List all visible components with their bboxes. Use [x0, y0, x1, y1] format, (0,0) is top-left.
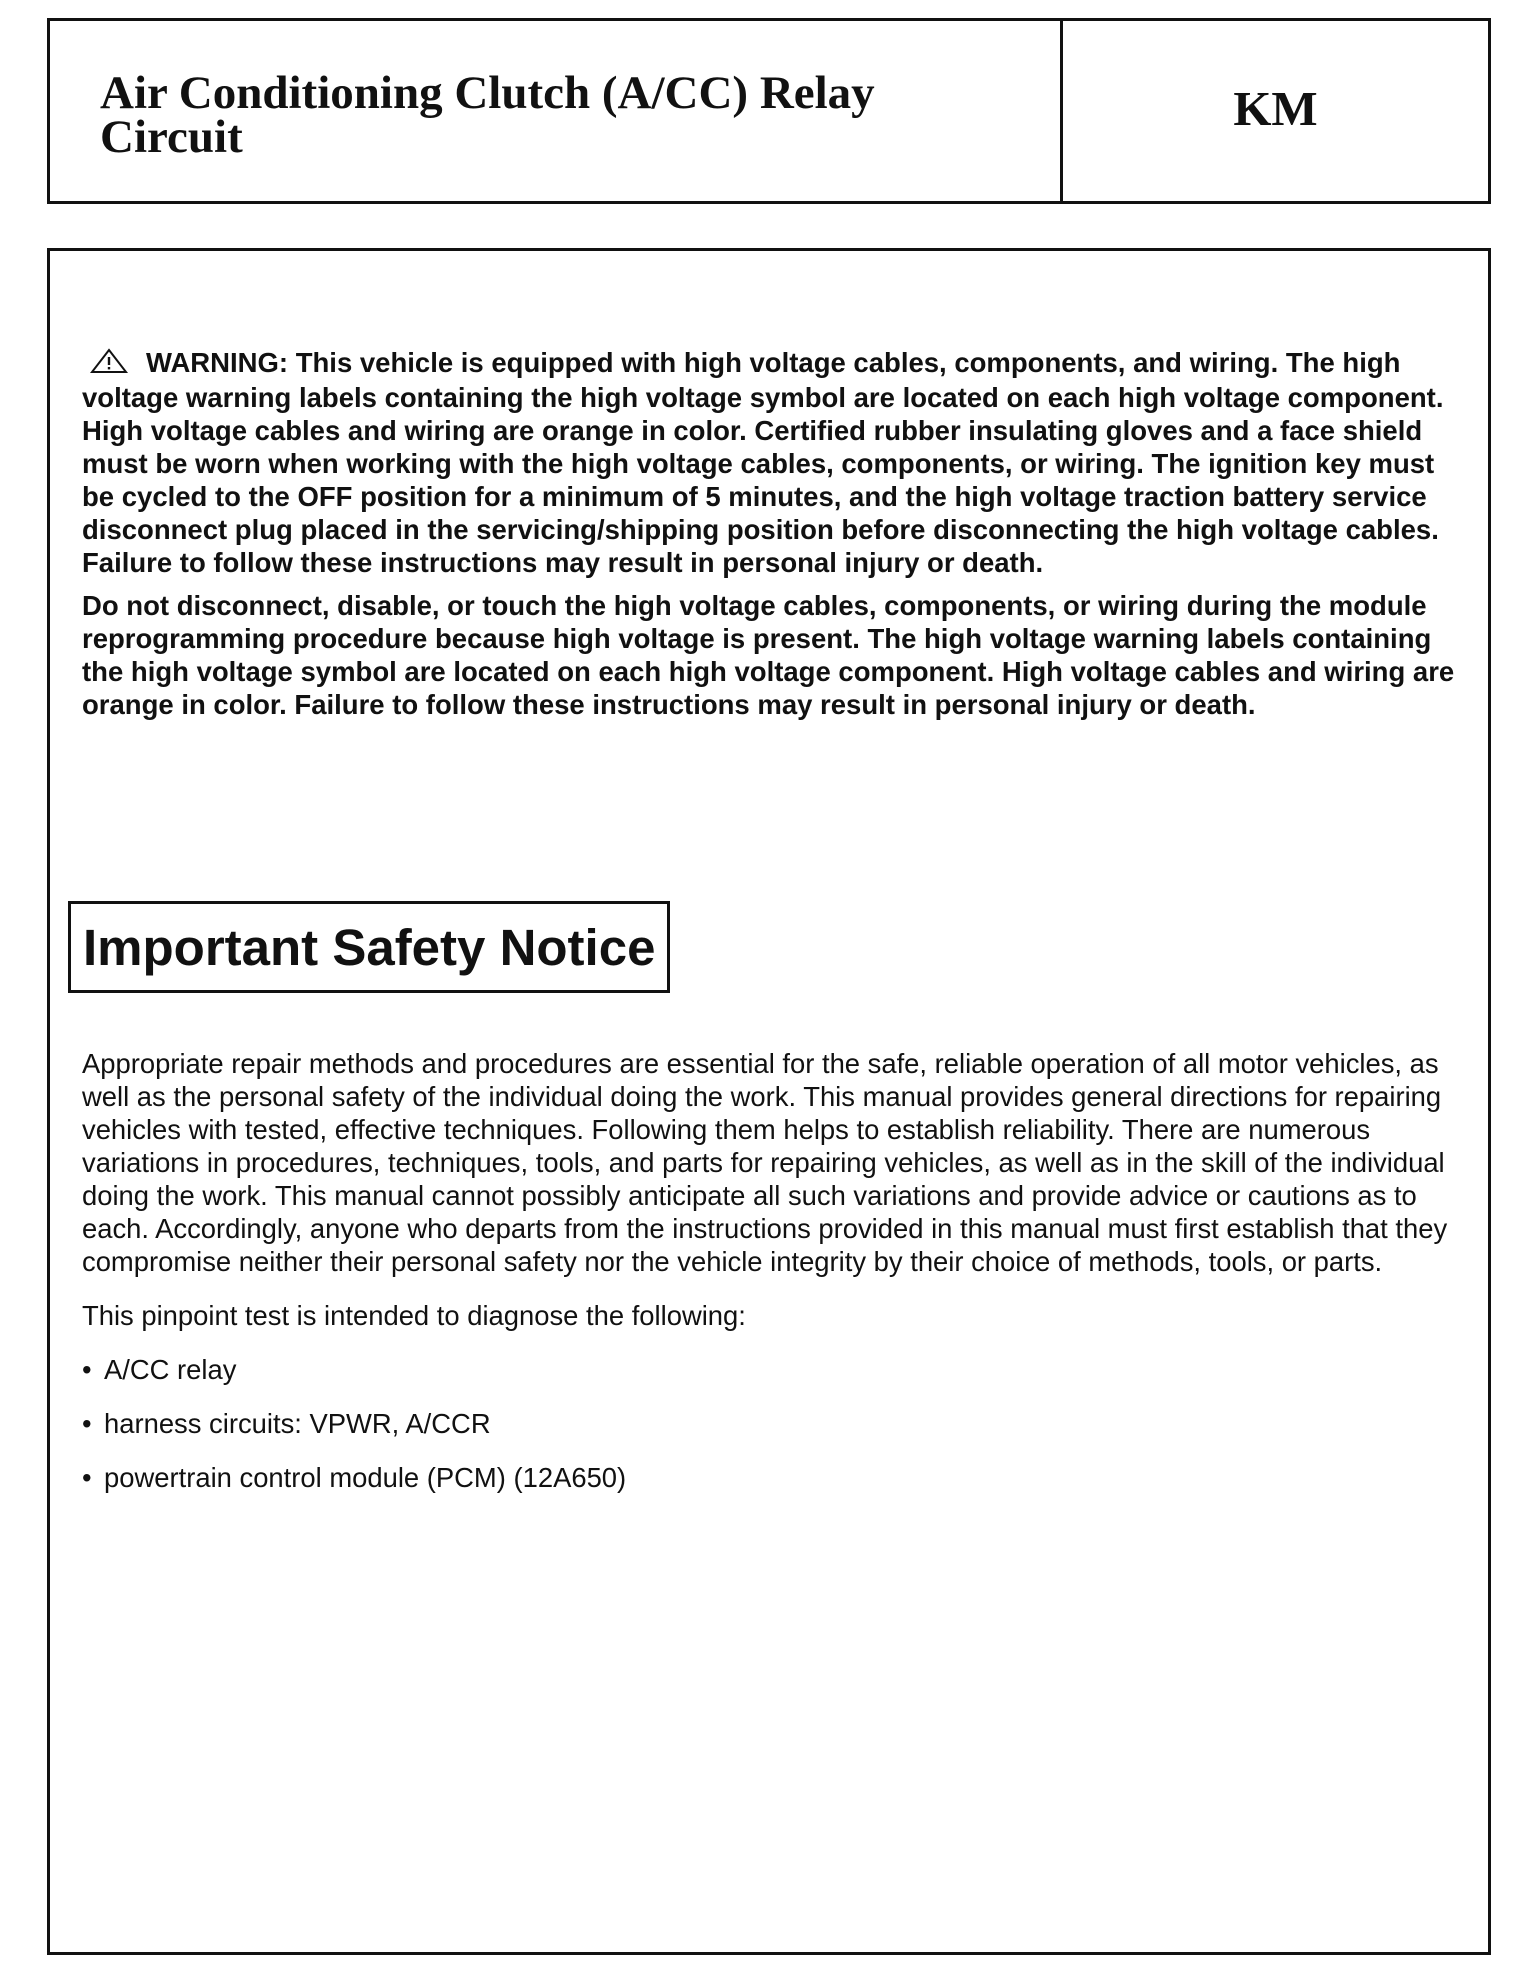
page-title [50, 21, 1063, 201]
list-item: • harness circuits: VPWR, A/CCR [82, 1408, 491, 1439]
pinpoint-intro: This pinpoint test is intended to diagnose the following: [82, 1300, 746, 1331]
list-item: • A/CC relay [82, 1354, 237, 1385]
notice-body [82, 1047, 1477, 1494]
section-code: KM [1233, 80, 1318, 136]
list-item: • powertrain control module (PCM) (12A650) [82, 1462, 627, 1493]
title-line-2: Circuit [100, 111, 243, 163]
warning-block [82, 346, 1472, 721]
title-line-1: Air Conditioning Clutch (A/CC) Relay [100, 67, 875, 119]
notice-heading: Important Safety Notice [68, 901, 670, 993]
diagnosis-list [82, 1353, 1477, 1494]
warning-paragraph-1 [82, 346, 1472, 579]
notice-paragraph: Appropriate repair methods and procedures are essential for the safe, reliable operation of all motor vehicles, as well as the personal safety of the individual doing the work. This manual provides general directions for repairing vehicles with tested, effective techniques. Following them helps to establish reliability. There are numerous variations in procedures, techniques, tools, and parts for repairing vehicles, as well as in the skill of the individual doing the work. This manual cannot possibly anticipate all such variations and provide advice or cautions as to each. Accordingly, anyone who departs from the instructions provided in this manual must first establish that they compromise neither their personal safety nor the vehicle integrity by their choice of methods, tools, or parts. [82, 1048, 1448, 1277]
header-box [47, 18, 1491, 204]
warning-paragraph-2: Do not disconnect, disable, or touch the high voltage cables, components, or wiring during the module reprogramming procedure because high voltage is present. The high voltage warning labels containing the high voltage symbol are located on each high voltage component. High voltage cables and wiring are orange in color. Failure to follow these instructions may result in personal injury or death. [82, 590, 1455, 720]
warning-triangle-icon [90, 348, 128, 381]
content-box [47, 248, 1491, 1955]
warning-text-1: WARNING: This vehicle is equipped with high voltage cables, components, and wiring. The high voltage warning labels containing the high voltage symbol are located on each high voltage component. High voltage cables and wiring are orange in color. Certified rubber insulating gloves and a face shield must be worn when working with the high voltage cables, components, or wiring. The ignition key must be cycled to the OFF position for a minimum of 5 minutes, and the high voltage traction battery service disconnect plug placed in the servicing/shipping position before disconnecting the high voltage cables. Failure to follow these instructions may result in personal injury or death. [82, 347, 1444, 578]
